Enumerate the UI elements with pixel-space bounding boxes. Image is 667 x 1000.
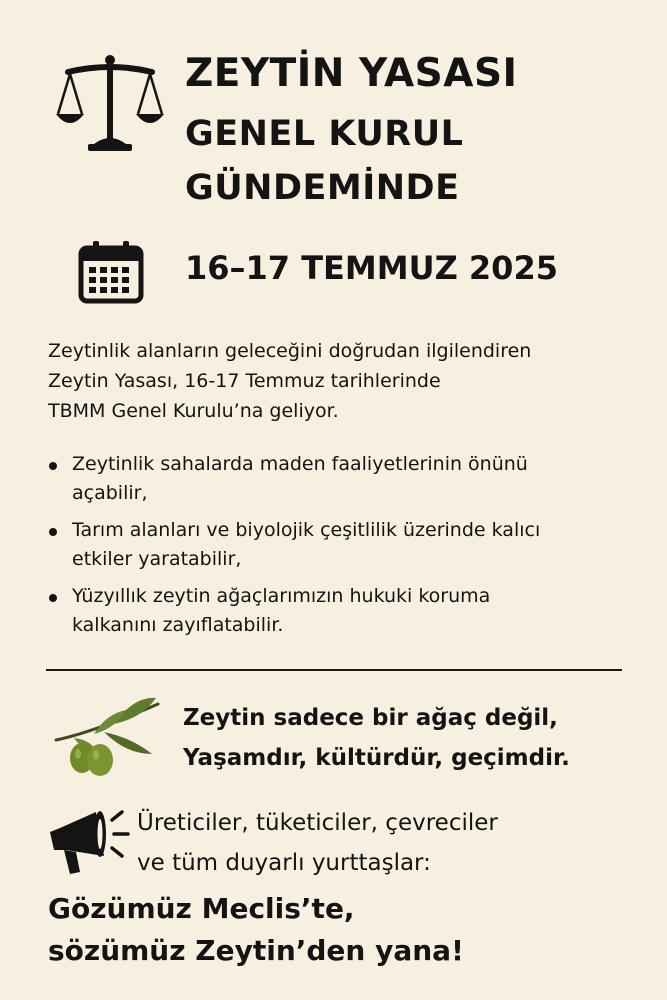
quote-line: Zeytin sadece bir ağaç değil, [183, 705, 558, 731]
bullet-dot [49, 594, 57, 602]
list-item-line: Yüzyıllık zeytin ağaçlarımızın hukuki koruma [72, 585, 491, 607]
intro-line: Zeytinlik alanların geleceğini doğrudan ilgilendiren [48, 340, 532, 362]
intro-line: TBMM Genel Kurulu’na geliyor. [48, 400, 339, 422]
headline-line-3: GÜNDEMİNDE [185, 168, 460, 208]
list-item [48, 516, 648, 574]
call-line: Üreticiler, tüketiciler, çevreciler [137, 810, 498, 836]
intro-paragraph [48, 336, 648, 426]
scales-of-justice-icon [54, 52, 166, 156]
slogan-line: Gözümüz Meclis’te, [48, 892, 355, 925]
list-item-line: kalkanını zayıflatabilir. [72, 614, 284, 636]
call-line: ve tüm duyarlı yurttaşlar: [137, 850, 431, 876]
list-item [48, 582, 648, 640]
olive-branch-icon [54, 694, 160, 786]
section-divider [46, 669, 622, 671]
intro-line: Zeytin Yasası, 16-17 Temmuz tarihlerinde [48, 370, 441, 392]
megaphone-icon [46, 806, 132, 876]
list-item [48, 450, 648, 508]
list-item-line: Zeytinlik sahalarda maden faaliyetlerinin önünü [72, 453, 528, 475]
slogan-line: sözümüz Zeytin’den yana! [48, 934, 464, 967]
headline-line-2: GENEL KURUL [185, 114, 464, 154]
olive-quote [183, 698, 570, 778]
list-item-line: etkiler yaratabilir, [72, 548, 242, 570]
bullet-dot [49, 528, 57, 536]
headline-line-1: ZEYTİN YASASI [185, 51, 518, 96]
closing-slogan [48, 888, 464, 972]
event-date: 16–17 TEMMUZ 2025 [185, 249, 558, 287]
call-to-action [137, 803, 498, 883]
calendar-icon [78, 240, 144, 304]
bullet-list [48, 450, 648, 648]
bullet-dot [49, 462, 57, 470]
quote-line: Yaşamdır, kültürdür, geçimdir. [183, 745, 570, 771]
list-item-line: açabilir, [72, 482, 148, 504]
list-item-line: Tarım alanları ve biyolojik çeşitlilik üzerinde kalıcı [72, 519, 541, 541]
